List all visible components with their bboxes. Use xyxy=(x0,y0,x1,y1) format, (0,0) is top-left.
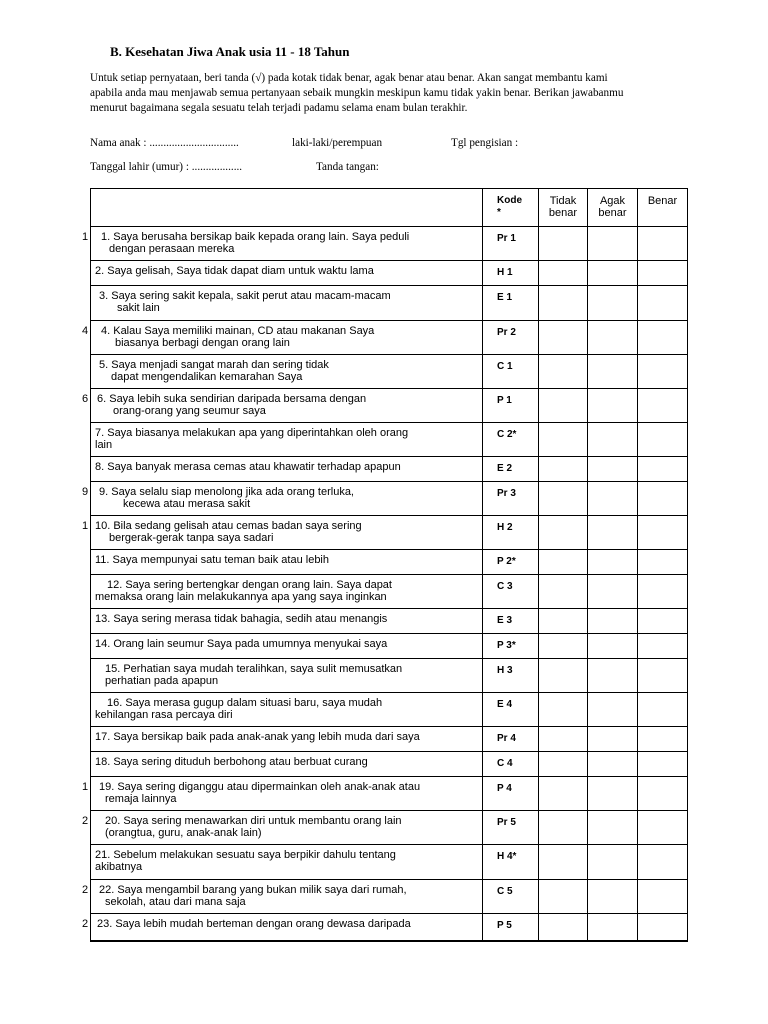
question-code: H 3 xyxy=(483,659,539,693)
question-code: C 4 xyxy=(483,752,539,777)
answer-not-true-cell[interactable] xyxy=(539,845,588,880)
question-line-2: dapat mengendalikan kemarahan Saya xyxy=(111,371,303,383)
question-line-2: remaja lainnya xyxy=(105,793,177,805)
not-true-header: Tidak benar xyxy=(539,189,588,227)
question-line-1: 14. Orang lain seumur Saya pada umumnya menyukai saya xyxy=(95,638,388,650)
question-line-1: 12. Saya sering bertengkar dengan orang lain. Saya dapat xyxy=(107,579,392,591)
answer-somewhat-true-cell[interactable] xyxy=(588,321,638,355)
question-text xyxy=(91,389,483,423)
answer-somewhat-true-cell[interactable] xyxy=(588,423,638,457)
question-line-2: memaksa orang lain melakukannya apa yang saya inginkan xyxy=(95,591,387,603)
question-text xyxy=(91,752,483,777)
question-text xyxy=(91,880,483,914)
margin-mark: 2 xyxy=(82,815,89,827)
answer-somewhat-true-cell[interactable] xyxy=(588,811,638,845)
question-line-1: 17. Saya bersikap baik pada anak-anak yang lebih muda dari saya xyxy=(95,731,420,743)
question-code: P 5 xyxy=(483,914,539,941)
question-row xyxy=(91,286,688,321)
question-line-1: 4. Kalau Saya memiliki mainan, CD atau makanan Saya xyxy=(101,325,375,337)
question-code: C 5 xyxy=(483,880,539,914)
question-code: Pr 2 xyxy=(483,321,539,355)
question-code: Pr 5 xyxy=(483,811,539,845)
question-text xyxy=(91,227,483,261)
answer-certainly-true-cell[interactable] xyxy=(638,355,688,389)
margin-mark: 1 xyxy=(82,781,89,793)
question-line-2: sakit lain xyxy=(117,302,160,314)
margin-mark: 4 xyxy=(82,325,89,337)
answer-not-true-cell[interactable] xyxy=(539,516,588,550)
question-line-1: 2. Saya gelisah, Saya tidak dapat diam untuk waktu lama xyxy=(95,265,374,277)
instructions-text: Untuk setiap pernyataan, beri tanda (√) pada kotak tidak benar, agak benar atau benar. Akan sangat membantu kami apabila anda mau menjawab semua pertanyaan sebaik mungkin meskipun kamu tidak yakin benar. Berikan jawabanmu menurut bagaimana segala sesuatu telah terjadi padamu selama enam bulan terakhir. xyxy=(90,72,624,114)
section-title: B. Kesehatan Jiwa Anak usia 11 - 18 Tahun xyxy=(110,44,350,59)
margin-mark: 1 xyxy=(82,520,89,532)
answer-somewhat-true-cell[interactable] xyxy=(588,845,638,880)
question-code: C 1 xyxy=(483,355,539,389)
question-line-1: 5. Saya menjadi sangat marah dan sering tidak xyxy=(99,359,329,371)
answer-somewhat-true-cell[interactable] xyxy=(588,227,638,261)
question-line-1: 22. Saya mengambil barang yang bukan milik saya dari rumah, xyxy=(99,884,407,896)
code-header-star: * xyxy=(497,207,501,218)
answer-not-true-cell[interactable] xyxy=(539,227,588,261)
question-line-2: dengan perasaan mereka xyxy=(109,243,235,255)
answer-certainly-true-cell[interactable] xyxy=(638,914,688,941)
question-text xyxy=(91,482,483,516)
question-text xyxy=(91,575,483,609)
answer-not-true-cell[interactable] xyxy=(539,880,588,914)
code-header xyxy=(483,189,539,227)
question-line-1: 10. Bila sedang gelisah atau cemas badan saya sering xyxy=(95,520,362,532)
answer-somewhat-true-cell[interactable] xyxy=(588,575,638,609)
question-code: Pr 3 xyxy=(483,482,539,516)
question-line-1: 15. Perhatian saya mudah teralihkan, saya sulit memusatkan xyxy=(105,663,403,675)
answer-not-true-cell[interactable] xyxy=(539,389,588,423)
question-line-2: sekolah, atau dari mana saja xyxy=(105,896,246,908)
question-text xyxy=(91,516,483,550)
question-code: Pr 4 xyxy=(483,727,539,752)
answer-not-true-cell[interactable] xyxy=(539,482,588,516)
answer-certainly-true-cell[interactable] xyxy=(638,693,688,727)
question-row xyxy=(91,634,688,659)
question-line-2: biasanya berbagi dengan orang lain xyxy=(115,337,290,349)
question-text xyxy=(91,261,483,286)
question-row xyxy=(91,550,688,575)
margin-mark: 2 xyxy=(82,918,89,930)
margin-mark: 2 xyxy=(82,884,89,896)
question-row xyxy=(91,777,688,811)
answer-somewhat-true-cell[interactable] xyxy=(588,914,638,941)
question-row xyxy=(91,609,688,634)
answer-not-true-cell[interactable] xyxy=(539,457,588,482)
question-row xyxy=(91,321,688,355)
answer-certainly-true-cell[interactable] xyxy=(638,880,688,914)
question-text xyxy=(91,321,483,355)
question-text xyxy=(91,355,483,389)
answer-certainly-true-cell[interactable] xyxy=(638,516,688,550)
margin-mark: 9 xyxy=(82,486,89,498)
question-text xyxy=(91,550,483,575)
question-row xyxy=(91,389,688,423)
answer-certainly-true-cell[interactable] xyxy=(638,634,688,659)
question-code: H 4* xyxy=(483,845,539,880)
answer-somewhat-true-cell[interactable] xyxy=(588,355,638,389)
question-code: H 1 xyxy=(483,261,539,286)
question-code: P 1 xyxy=(483,389,539,423)
answer-somewhat-true-cell[interactable] xyxy=(588,659,638,693)
answer-not-true-cell[interactable] xyxy=(539,634,588,659)
margin-mark: 1 xyxy=(82,231,89,243)
answer-certainly-true-cell[interactable] xyxy=(638,457,688,482)
answer-not-true-cell[interactable] xyxy=(539,423,588,457)
answer-not-true-cell[interactable] xyxy=(539,811,588,845)
answer-somewhat-true-cell[interactable] xyxy=(588,880,638,914)
question-text xyxy=(91,845,483,880)
answer-not-true-cell[interactable] xyxy=(539,659,588,693)
certainly-true-header: Benar xyxy=(638,189,688,227)
answer-certainly-true-cell[interactable] xyxy=(638,575,688,609)
question-line-1: 19. Saya sering diganggu atau dipermainkan oleh anak-anak atau xyxy=(99,781,421,793)
question-code: Pr 1 xyxy=(483,227,539,261)
question-code: E 3 xyxy=(483,609,539,634)
question-text xyxy=(91,727,483,752)
answer-somewhat-true-cell[interactable] xyxy=(588,693,638,727)
question-text xyxy=(91,693,483,727)
answer-somewhat-true-cell[interactable] xyxy=(588,634,638,659)
question-line-2: kecewa atau merasa sakit xyxy=(123,498,251,510)
answer-somewhat-true-cell[interactable] xyxy=(588,727,638,752)
question-line-2: lain xyxy=(95,439,113,451)
answer-not-true-cell[interactable] xyxy=(539,286,588,321)
question-line-1: 11. Saya mempunyai satu teman baik atau lebih xyxy=(95,554,329,566)
somewhat-true-header: Agak benar xyxy=(588,189,638,227)
code-header-label: Kode xyxy=(497,195,522,206)
question-text xyxy=(91,811,483,845)
question-text xyxy=(91,777,483,811)
answer-not-true-cell[interactable] xyxy=(539,321,588,355)
question-line-2: kehilangan rasa percaya diri xyxy=(95,709,233,721)
answer-somewhat-true-cell[interactable] xyxy=(588,752,638,777)
answer-certainly-true-cell[interactable] xyxy=(638,482,688,516)
answer-somewhat-true-cell[interactable] xyxy=(588,550,638,575)
answer-certainly-true-cell[interactable] xyxy=(638,659,688,693)
question-row xyxy=(91,914,688,941)
question-line-1: 13. Saya sering merasa tidak bahagia, sedih atau menangis xyxy=(95,613,388,625)
question-row xyxy=(91,516,688,550)
question-row xyxy=(91,227,688,261)
answer-certainly-true-cell[interactable] xyxy=(638,845,688,880)
statement-header xyxy=(91,189,483,227)
child-name-field[interactable]: Nama anak : ................................ xyxy=(90,137,239,149)
question-text xyxy=(91,609,483,634)
answer-somewhat-true-cell[interactable] xyxy=(588,609,638,634)
question-row xyxy=(91,811,688,845)
answer-certainly-true-cell[interactable] xyxy=(638,777,688,811)
question-row xyxy=(91,261,688,286)
question-text xyxy=(91,423,483,457)
question-line-2: orang-orang yang seumur saya xyxy=(113,405,266,417)
answer-certainly-true-cell[interactable] xyxy=(638,286,688,321)
answer-certainly-true-cell[interactable] xyxy=(638,752,688,777)
question-row xyxy=(91,355,688,389)
answer-certainly-true-cell[interactable] xyxy=(638,550,688,575)
question-row xyxy=(91,845,688,880)
question-code: E 4 xyxy=(483,693,539,727)
question-row xyxy=(91,727,688,752)
answer-somewhat-true-cell[interactable] xyxy=(588,286,638,321)
question-text xyxy=(91,659,483,693)
question-code: H 2 xyxy=(483,516,539,550)
question-row xyxy=(91,659,688,693)
question-text xyxy=(91,914,483,941)
answer-certainly-true-cell[interactable] xyxy=(638,261,688,286)
answer-somewhat-true-cell[interactable] xyxy=(588,389,638,423)
answer-somewhat-true-cell[interactable] xyxy=(588,482,638,516)
question-line-1: 18. Saya sering dituduh berbohong atau berbuat curang xyxy=(95,756,368,768)
answer-not-true-cell[interactable] xyxy=(539,575,588,609)
question-line-1: 8. Saya banyak merasa cemas atau khawatir terhadap apapun xyxy=(95,461,401,473)
answer-certainly-true-cell[interactable] xyxy=(638,423,688,457)
answer-certainly-true-cell[interactable] xyxy=(638,609,688,634)
answer-not-true-cell[interactable] xyxy=(539,752,588,777)
question-row xyxy=(91,880,688,914)
question-code: E 2 xyxy=(483,457,539,482)
question-text xyxy=(91,286,483,321)
question-line-2: (orangtua, guru, anak-anak lain) xyxy=(105,827,262,839)
question-code: E 1 xyxy=(483,286,539,321)
answer-certainly-true-cell[interactable] xyxy=(638,227,688,261)
question-line-1: 20. Saya sering menawarkan diri untuk membantu orang lain xyxy=(105,815,402,827)
signature-field[interactable]: Tanda tangan: xyxy=(316,161,379,173)
fill-date-field[interactable]: Tgl pengisian : xyxy=(451,137,519,149)
answer-not-true-cell[interactable] xyxy=(539,727,588,752)
birth-date-field[interactable]: Tanggal lahir (umur) : .................. xyxy=(90,161,243,173)
question-row xyxy=(91,457,688,482)
answer-certainly-true-cell[interactable] xyxy=(638,811,688,845)
question-code: P 2* xyxy=(483,550,539,575)
question-line-1: 7. Saya biasanya melakukan apa yang diperintahkan oleh orang xyxy=(95,427,409,439)
answer-not-true-cell[interactable] xyxy=(539,355,588,389)
answer-certainly-true-cell[interactable] xyxy=(638,321,688,355)
question-line-1: 1. Saya berusaha bersikap baik kepada orang lain. Saya peduli xyxy=(101,231,410,243)
questionnaire-table xyxy=(90,188,688,942)
answer-not-true-cell[interactable] xyxy=(539,261,588,286)
question-row xyxy=(91,575,688,609)
question-text xyxy=(91,634,483,659)
margin-mark: 6 xyxy=(82,393,89,405)
question-code: P 3* xyxy=(483,634,539,659)
question-line-2: akibatnya xyxy=(95,861,143,873)
question-row xyxy=(91,423,688,457)
question-code: C 3 xyxy=(483,575,539,609)
answer-certainly-true-cell[interactable] xyxy=(638,727,688,752)
question-code: C 2* xyxy=(483,423,539,457)
question-line-2: perhatian pada apapun xyxy=(105,675,219,687)
answer-not-true-cell[interactable] xyxy=(539,609,588,634)
question-line-2: bergerak-gerak tanpa saya sadari xyxy=(109,532,274,544)
question-row xyxy=(91,693,688,727)
answer-not-true-cell[interactable] xyxy=(539,550,588,575)
question-row xyxy=(91,752,688,777)
question-text xyxy=(91,457,483,482)
question-line-1: 21. Sebelum melakukan sesuatu saya berpikir dahulu tentang xyxy=(95,849,396,861)
table-header-row xyxy=(91,189,688,227)
question-line-1: 9. Saya selalu siap menolong jika ada orang terluka, xyxy=(99,486,354,498)
answer-certainly-true-cell[interactable] xyxy=(638,389,688,423)
answer-somewhat-true-cell[interactable] xyxy=(588,261,638,286)
answer-not-true-cell[interactable] xyxy=(539,693,588,727)
answer-not-true-cell[interactable] xyxy=(539,914,588,941)
question-line-1: 16. Saya merasa gugup dalam situasi baru, saya mudah xyxy=(107,697,383,709)
question-code: P 4 xyxy=(483,777,539,811)
gender-field[interactable]: laki-laki/perempuan xyxy=(292,137,383,149)
question-line-1: 23. Saya lebih mudah berteman dengan orang dewasa daripada xyxy=(97,918,411,930)
question-row xyxy=(91,482,688,516)
answer-not-true-cell[interactable] xyxy=(539,777,588,811)
question-line-1: 3. Saya sering sakit kepala, sakit perut atau macam-macam xyxy=(99,290,391,302)
question-line-1: 6. Saya lebih suka sendirian daripada bersama dengan xyxy=(97,393,367,405)
answer-somewhat-true-cell[interactable] xyxy=(588,777,638,811)
answer-somewhat-true-cell[interactable] xyxy=(588,457,638,482)
answer-somewhat-true-cell[interactable] xyxy=(588,516,638,550)
